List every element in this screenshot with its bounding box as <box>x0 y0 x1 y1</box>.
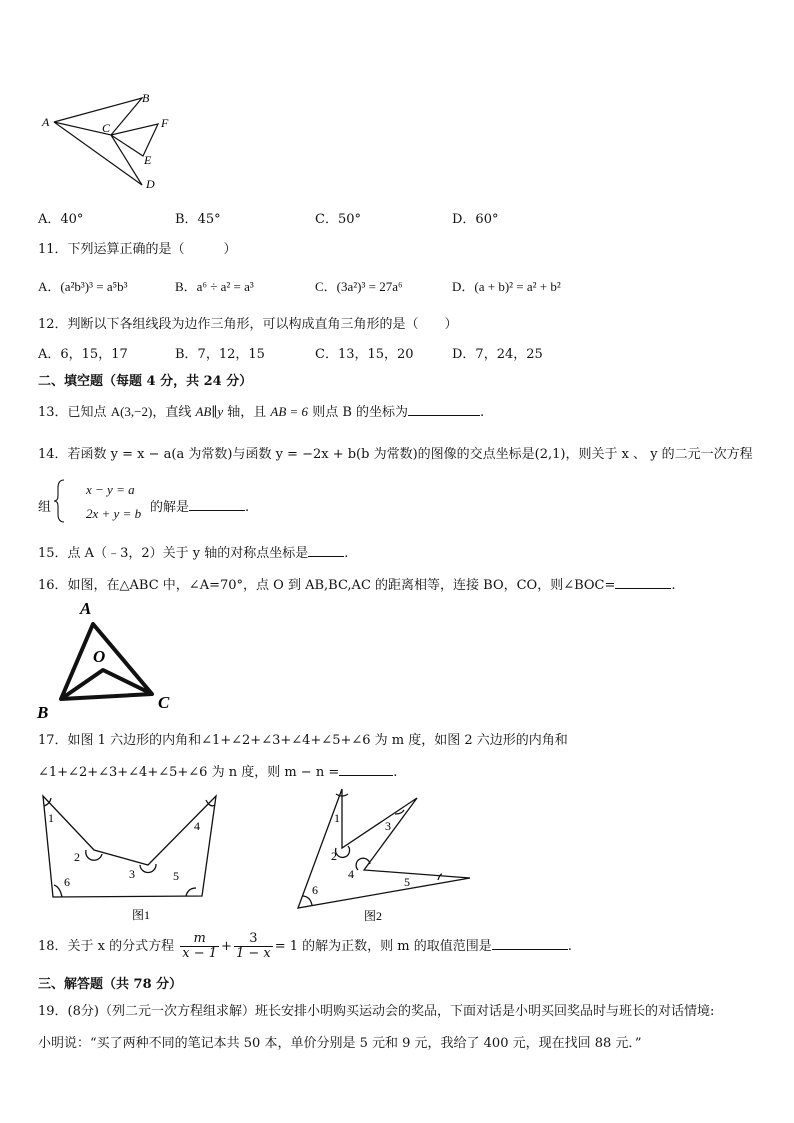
q11-option-d: D．(a + b)² = a² + b² <box>452 279 561 294</box>
fig1-angle-2: 2 <box>74 850 80 864</box>
q10-option-a: A．40° <box>38 212 84 227</box>
q16-label-O: O <box>93 647 106 666</box>
q16-label-C: C <box>158 693 170 712</box>
q17-answer-blank[interactable] <box>339 763 393 776</box>
label-B: B <box>142 91 150 105</box>
label-E: E <box>144 153 152 167</box>
q17-figure2 <box>290 784 480 928</box>
fig2-angle-6: 6 <box>312 883 318 897</box>
fig2-angle-4: 4 <box>348 867 354 881</box>
q14-tail: 的解是 . <box>150 500 250 515</box>
fig1-angle-1: 1 <box>48 811 54 825</box>
fig2-angle-5: 5 <box>404 875 410 889</box>
q19-line2: 小明说：“买了两种不同的笔记本共 50 本，单价分别是 5 元和 9 元，我给了 400 元，现在找回 88 元．” <box>38 1036 642 1051</box>
fig2-angle-3: 3 <box>385 819 391 833</box>
q10-option-d: D．60° <box>452 212 499 227</box>
q19-line1: 19．(8分)（列二元一次方程组求解）班长安排小明购买运动会的奖品，下面对话是小明买回奖品时与班长的对话情境: <box>38 1004 715 1019</box>
q14-brace <box>54 478 66 524</box>
q11-option-a: A．(a²b³)³ = a⁵b³ <box>38 279 128 294</box>
label-F: F <box>161 116 169 130</box>
fig2-angle-1: 1 <box>334 811 340 825</box>
q13-answer-blank[interactable] <box>408 403 480 416</box>
label-C: C <box>102 121 111 135</box>
q18-text: 18．关于 x 的分式方程 $\frac{m}{x - 1}$ + $\frac{3}{1 - x}$ = 1 的解为正数，则 m 的取值范围是 . <box>38 931 572 961</box>
q14-answer-blank[interactable] <box>189 498 245 511</box>
fig1-angle-5: 5 <box>173 869 179 883</box>
q16-label-A: A <box>80 599 92 618</box>
q14-group-label: 组 <box>38 500 52 515</box>
section-3-heading: 三、解答题（共 78 分） <box>38 977 183 992</box>
q12-option-c: C．13，15，20 <box>315 347 414 362</box>
q11-option-c: C．(3a²)³ = 27a⁶ <box>315 279 403 294</box>
label-A: A <box>42 115 50 129</box>
q11-stem: 11．下列运算正确的是（ ） <box>38 242 237 257</box>
section-2-heading: 二、填空题（每题 4 分，共 24 分） <box>38 374 253 389</box>
q16-answer-blank[interactable] <box>615 576 671 589</box>
q10-option-b: B．45° <box>175 212 221 227</box>
fig2-caption: 图2 <box>364 909 383 923</box>
q15-answer-blank[interactable] <box>308 544 344 557</box>
q12-stem: 12．判断以下各组线段为边作三角形，可以构成直角三角形的是（ ） <box>38 317 458 332</box>
q18-fraction-2: $\frac{3}{1 - x}$ <box>235 931 271 961</box>
q17-line1: 17．如图 1 六边形的内角和∠1+∠2+∠3+∠4+∠5+∠6 为 m 度，如图 2 六边形的内角和 <box>38 733 568 748</box>
fig1-angle-6: 6 <box>64 875 70 889</box>
q12-option-b: B．7，12，15 <box>175 347 265 362</box>
q14-eq2: 2x + y = b <box>86 506 142 521</box>
q11-option-b: B．a⁶ ÷ a² = a³ <box>175 279 254 294</box>
fig2-angle-2: 2 <box>331 849 337 863</box>
fig1-caption: 图1 <box>132 908 151 922</box>
q12-option-a: A．6，15，17 <box>38 347 128 362</box>
q17-figure1 <box>36 788 226 928</box>
fig1-angle-4: 4 <box>194 819 200 833</box>
q18-fraction-1: $\frac{m}{x - 1}$ <box>182 931 218 961</box>
q16-figure <box>30 596 180 722</box>
q14-line1: 14．若函数 y = x − a(a 为常数)与函数 y = −2x + b(b 为常数)的图像的交点坐标是(2,1)，则关于 x 、 y 的二元一次方程 <box>38 447 753 462</box>
q14-eq1: x − y = a <box>86 482 135 497</box>
q17-line2: ∠1+∠2+∠3+∠4+∠5+∠6 为 n 度，则 m − n = . <box>38 765 398 780</box>
fig1-angle-3: 3 <box>129 867 135 881</box>
q16-text: 16．如图，在△ABC 中，∠A=70°，点 O 到 AB,BC,AC 的距离相等，连接 BO，CO，则∠BOC= . <box>38 578 676 593</box>
q15-text: 15．点 A（﹣3，2）关于 y 轴的对称点坐标是 . <box>38 546 349 561</box>
q13-text: 13．已知点 A(3,−2)，直线 AB∥y 轴，且 AB = 6 则点 B 的坐标为 . <box>38 404 485 420</box>
label-D: D <box>146 177 155 191</box>
q16-label-B: B <box>37 703 49 722</box>
q18-answer-blank[interactable] <box>492 937 568 950</box>
q10-option-c: C．50° <box>315 212 361 227</box>
q10-figure <box>36 90 186 195</box>
q12-option-d: D．7，24，25 <box>452 347 543 362</box>
